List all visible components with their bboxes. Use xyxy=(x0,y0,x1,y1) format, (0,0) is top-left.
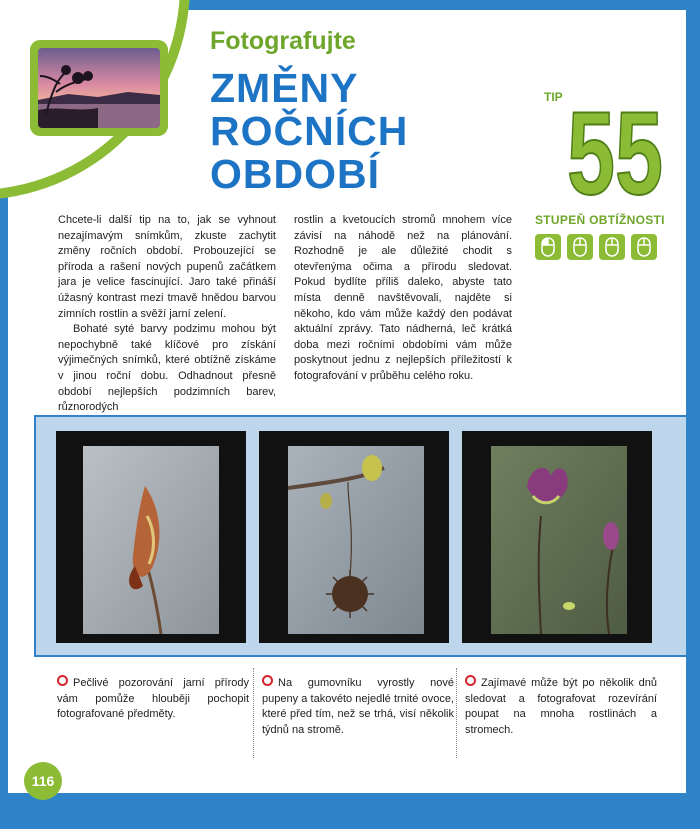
difficulty-rating xyxy=(535,234,657,260)
tip-number: 55 xyxy=(567,90,663,200)
caption-divider xyxy=(456,668,458,758)
caption-1: Pečlivé pozorování jarní přírody vám pomůže hlouběji pochopit fotografované předměty. xyxy=(57,677,249,720)
mouse-icon xyxy=(567,234,593,260)
page-frame-bottom xyxy=(0,793,700,829)
caption-2: Na gumovníku vyrostly nové pupeny a takovéto nejedlé trnité ovoce, které před tím, než se trhá, visí několik týdnů na stromě. xyxy=(262,677,454,736)
mouse-icon xyxy=(599,234,625,260)
mouse-icon xyxy=(631,234,657,260)
body-paragraph: Bohaté syté barvy podzimu mohou být nepochybně také klíčové pro získání výjimečných snímků, které obtížně získáme v jinou roční dobu. Odhadnout přesně období nejlepších podzimních barev, různorodých xyxy=(58,323,276,414)
tip-label: TIP xyxy=(544,90,563,104)
page-frame-right xyxy=(686,0,700,829)
difficulty-label: STUPEŇ OBTÍŽNOSTI xyxy=(535,213,665,227)
photo-sweetgum xyxy=(259,431,449,643)
bullet-icon xyxy=(465,675,476,686)
bullet-icon xyxy=(262,675,273,686)
mouse-icon xyxy=(535,234,561,260)
sunset-thumbnail-image xyxy=(38,48,160,128)
caption-3: Zajímavé může být po několik dnů sledovat a fotografovat rozevírání poupat na mnoha rostlinách a stromech. xyxy=(465,677,657,736)
body-paragraph: rostlin a kvetoucích stromů mnohem více závisí na náhodě než na plánování. Rozhodně je ale důležité chodit s otevřenýma očima a přírodu sledovat. Pokud bydlíte příliš daleko, abyste tato místa denně navštěvovali, najděte si někoho, kdo vám může každý den podávat aktuální zprávy. Tato nádherná, leč krátká doba mezi ročními obdobími vám může poskytnout jednu z nejlepších příležitostí k fotografování v průběhu celého roku. xyxy=(294,214,512,382)
photo-spring-bud xyxy=(56,431,246,643)
body-column-1 xyxy=(58,213,276,416)
headline-line-1: ZMĚNY xyxy=(210,65,359,111)
article-kicker: Fotografujte xyxy=(210,27,356,55)
sunset-thumbnail-frame xyxy=(30,40,168,136)
page-number: 116 xyxy=(24,762,62,800)
body-paragraph: Chcete-li další tip na to, jak se vyhnout nezajímavým snímkům, zkuste zachytit změny ročních období. Probouzející se příroda a rašení nových pupenů začátkem jara je velice fascinující. Jaro také přináší úžasný kontrast mezi tmavě hnědou barvou zimních rostlin a svěží jarní zelení. xyxy=(58,214,276,320)
body-column-2 xyxy=(294,213,512,385)
headline-line-3: OBDOBÍ xyxy=(210,151,380,197)
caption-divider xyxy=(253,668,255,758)
photo-opening-buds xyxy=(462,431,652,643)
headline-line-2: ROČNÍCH xyxy=(210,108,409,154)
tip-number-graphic xyxy=(562,90,672,200)
article-headline xyxy=(210,67,408,196)
bullet-icon xyxy=(57,675,68,686)
